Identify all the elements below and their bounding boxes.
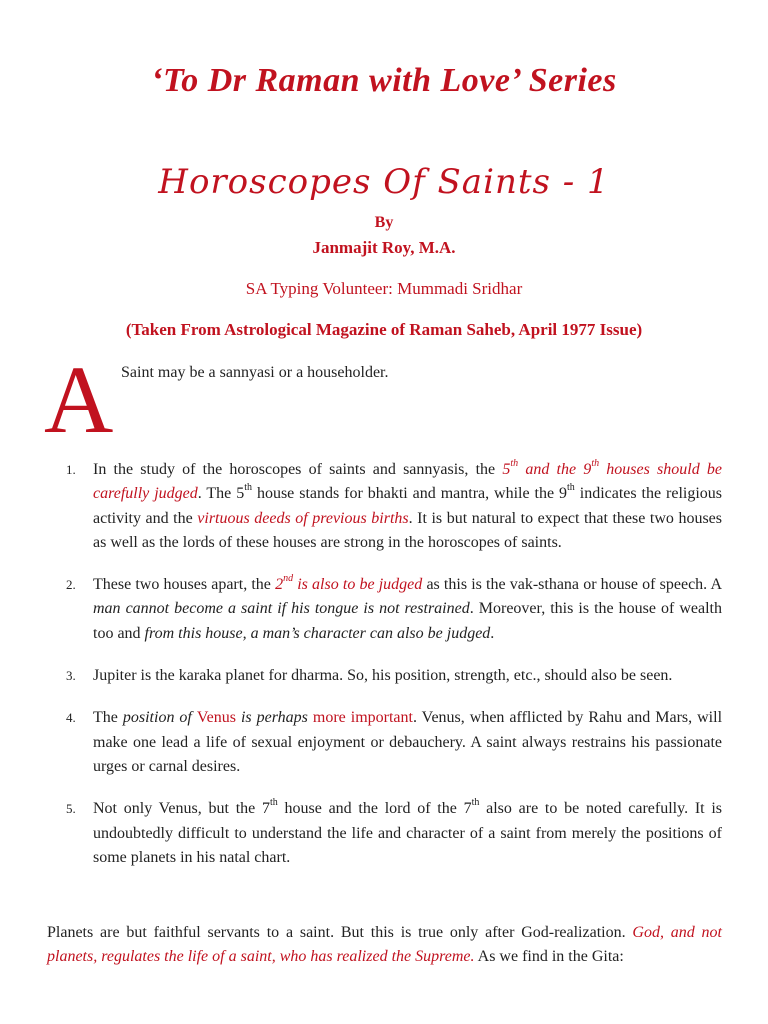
closing-text: Planets are but faithful servants to a saint. But this is true only after God-realization. <box>47 924 633 941</box>
ordinal-superscript: th <box>269 796 278 808</box>
ordinal-superscript: th <box>471 796 480 808</box>
item-text: These two houses apart, the <box>93 576 276 594</box>
emphasis-text: more important <box>312 709 413 727</box>
item-text: house and the lord of the 7 <box>277 800 472 818</box>
item-text: . Moreover, this is the house of wealth too and <box>93 600 722 642</box>
series-title: ‘To Dr Raman with Love’ Series <box>151 62 617 99</box>
list-item <box>66 573 722 646</box>
item-text: In the study of the horoscopes of saints and sannyasis, the <box>93 461 503 478</box>
list-item <box>66 797 722 870</box>
ordinal-superscript: th <box>591 457 600 469</box>
typing-volunteer: SA Typing Volunteer: Mummadi Sridhar <box>245 279 523 298</box>
list-item <box>66 706 722 779</box>
closing-text: As we find in the Gita: <box>474 948 624 966</box>
emphasis-text: is also to be judged <box>293 576 423 594</box>
list-number: 2. <box>66 577 76 593</box>
ordinal-superscript: nd <box>283 572 294 584</box>
item-text: . <box>490 624 495 642</box>
ordinal-superscript: th <box>510 457 519 469</box>
item-text: indicates the religious activity and the <box>93 485 723 527</box>
document-title: Horoscopes Of Saints - 1 <box>158 162 610 202</box>
ordinal-superscript: th <box>567 481 575 493</box>
emphasis-text: God, and not planets, regulates the life of a saint, who has realized the Supreme. <box>47 924 723 966</box>
ordinal-superscript: th <box>244 481 253 493</box>
italic-text: man cannot become a saint if his tongue is not restrained <box>93 600 470 618</box>
list-number: 4. <box>66 710 76 726</box>
italic-text: from this house, a man’s character can also be judged <box>144 624 491 642</box>
item-text: house stands for bhakti and mantra, while the 9 <box>252 485 568 503</box>
list-number: 1. <box>66 462 76 477</box>
italic-text: position of <box>122 709 197 727</box>
by-label: By <box>374 214 394 231</box>
list-item <box>66 458 722 555</box>
item-text: . Venus, when afflicted by Rahu and Mars, will make one lead a life of sexual enjoyment or debauchery. A saint always restrains his passionate urges or carnal desires. <box>93 709 723 775</box>
item-text: as this is the vak-sthana or house of speech. A <box>422 576 722 594</box>
list-number: 5. <box>66 801 76 817</box>
emphasis-text: Venus <box>196 709 236 727</box>
source-note: (Taken From Astrological Magazine of Raman Saheb, April 1977 Issue) <box>125 320 643 339</box>
italic-text: is perhaps <box>235 709 313 727</box>
item-text: Jupiter is the karaka planet for dharma. So, his position, strength, etc., should also be seen. <box>93 667 673 685</box>
item-text: The <box>93 709 123 727</box>
drop-cap: A <box>44 346 114 453</box>
emphasis-text: houses should be carefully judged <box>93 461 723 503</box>
author-name: Janmajit Roy, M.A. <box>312 238 456 257</box>
list-number: 3. <box>66 668 76 684</box>
emphasis-text: virtuous deeds of previous births <box>197 509 409 527</box>
closing-paragraph <box>47 921 722 970</box>
item-text: . The 5 <box>197 485 245 503</box>
emphasis-text: and the 9 <box>518 461 592 478</box>
item-text: also are to be noted carefully. It is undoubtedly difficult to understand the life and character of a saint from merely the positions of some planets in his natal chart. <box>93 800 723 866</box>
emphasis-text: 2 <box>275 576 284 594</box>
item-text: . It is but natural to expect that these two houses as well as the lords of these houses are strong in the horoscopes of saints. <box>93 509 722 551</box>
emphasis-text: 5 <box>502 461 511 478</box>
item-text: Not only Venus, but the 7 <box>93 800 270 818</box>
list-item <box>66 664 722 688</box>
numbered-list <box>66 458 722 888</box>
intro-sentence: Saint may be a sannyasi or a householder. <box>121 364 389 381</box>
